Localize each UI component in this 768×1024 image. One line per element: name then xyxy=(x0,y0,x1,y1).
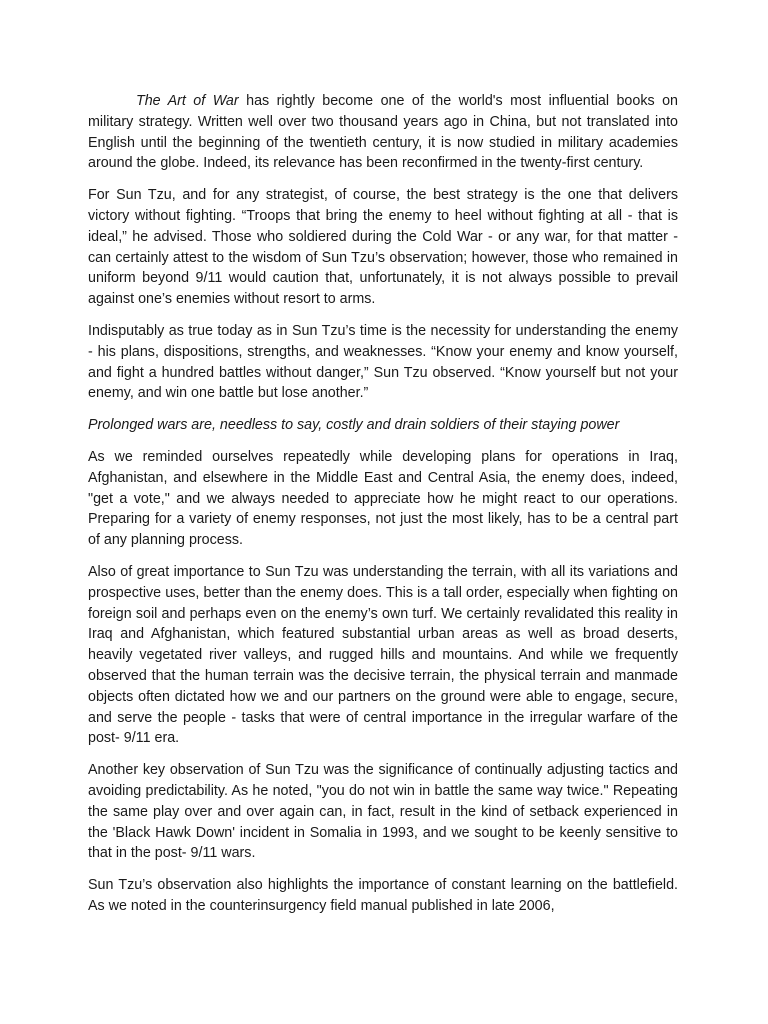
paragraph-intro-text: has rightly become one of the world's most influential books on military strategy. Written well over two thousand years ago in China, but not translated into English until the beginning of the twentieth century, it is now studied in military academies around the globe. Indeed, its relevance has been reconfirmed in the twenty-first century. xyxy=(88,93,678,172)
paragraph-intro xyxy=(88,91,678,174)
document-page xyxy=(88,91,678,928)
paragraph-terrain: Also of great importance to Sun Tzu was understanding the terrain, with all its variations and prospective uses, better than the enemy does. This is a tall order, especially when fighting on foreign soil and perhaps even on the enemy’s own turf. We certainly revalidated this reality in Iraq and Afghanistan, which featured substantial urban areas as well as broad deserts, heavily vegetated river valleys, and rugged hills and mountains. And while we frequently observed that the human terrain was the decisive terrain, the physical terrain and manmade objects often dictated how we and our partners on the ground were able to engage, secure, and serve the people - tasks that were of central importance in the irregular warfare of the post- 9/11 era. xyxy=(88,563,678,747)
paragraph-learning: Sun Tzu’s observation also highlights the importance of constant learning on the battlefield. As we noted in the counterinsurgency field manual published in late 2006, xyxy=(88,877,678,914)
paragraph-strategy: For Sun Tzu, and for any strategist, of course, the best strategy is the one that delivers victory without fighting. “Troops that bring the enemy to heel without fighting at all - that is ideal,” he advised. Those who soldiered during the Cold War - or any war, for that matter - can certainly attest to the wisdom of Sun Tzu’s observation; however, those who remained in uniform beyond 9/11 would caution that, unfortunately, it is not always possible to prevail against one’s enemies without resort to arms. xyxy=(88,187,678,308)
book-title: The Art of War xyxy=(136,93,239,109)
section-heading-prolonged-wars: Prolonged wars are, needless to say, costly and drain soldiers of their staying power xyxy=(88,417,620,434)
paragraph-enemy-vote: As we reminded ourselves repeatedly while developing plans for operations in Iraq, Afghanistan, and elsewhere in the Middle East and Central Asia, the enemy does, indeed, "get a vote," and we always needed to appreciate how he might react to our operations. Preparing for a variety of enemy responses, not just the most likely, has to be a central part of any planning process. xyxy=(88,448,678,549)
paragraph-know-enemy: Indisputably as true today as in Sun Tzu’s time is the necessity for understanding the enemy - his plans, dispositions, strengths, and weaknesses. “Know your enemy and know yourself, and fight a hundred battles without danger,” Sun Tzu observed. “Know yourself but not your enemy, and win one battle but lose another.” xyxy=(88,322,678,402)
paragraph-tactics: Another key observation of Sun Tzu was the significance of continually adjusting tactics and avoiding predictability. As he noted, "you do not win in battle the same way twice." Repeating the same play over and over again can, in fact, result in the kind of setback experienced in the 'Black Hawk Down' incident in Somalia in 1993, and we sought to be keenly sensitive to that in the post- 9/11 wars. xyxy=(88,762,678,862)
